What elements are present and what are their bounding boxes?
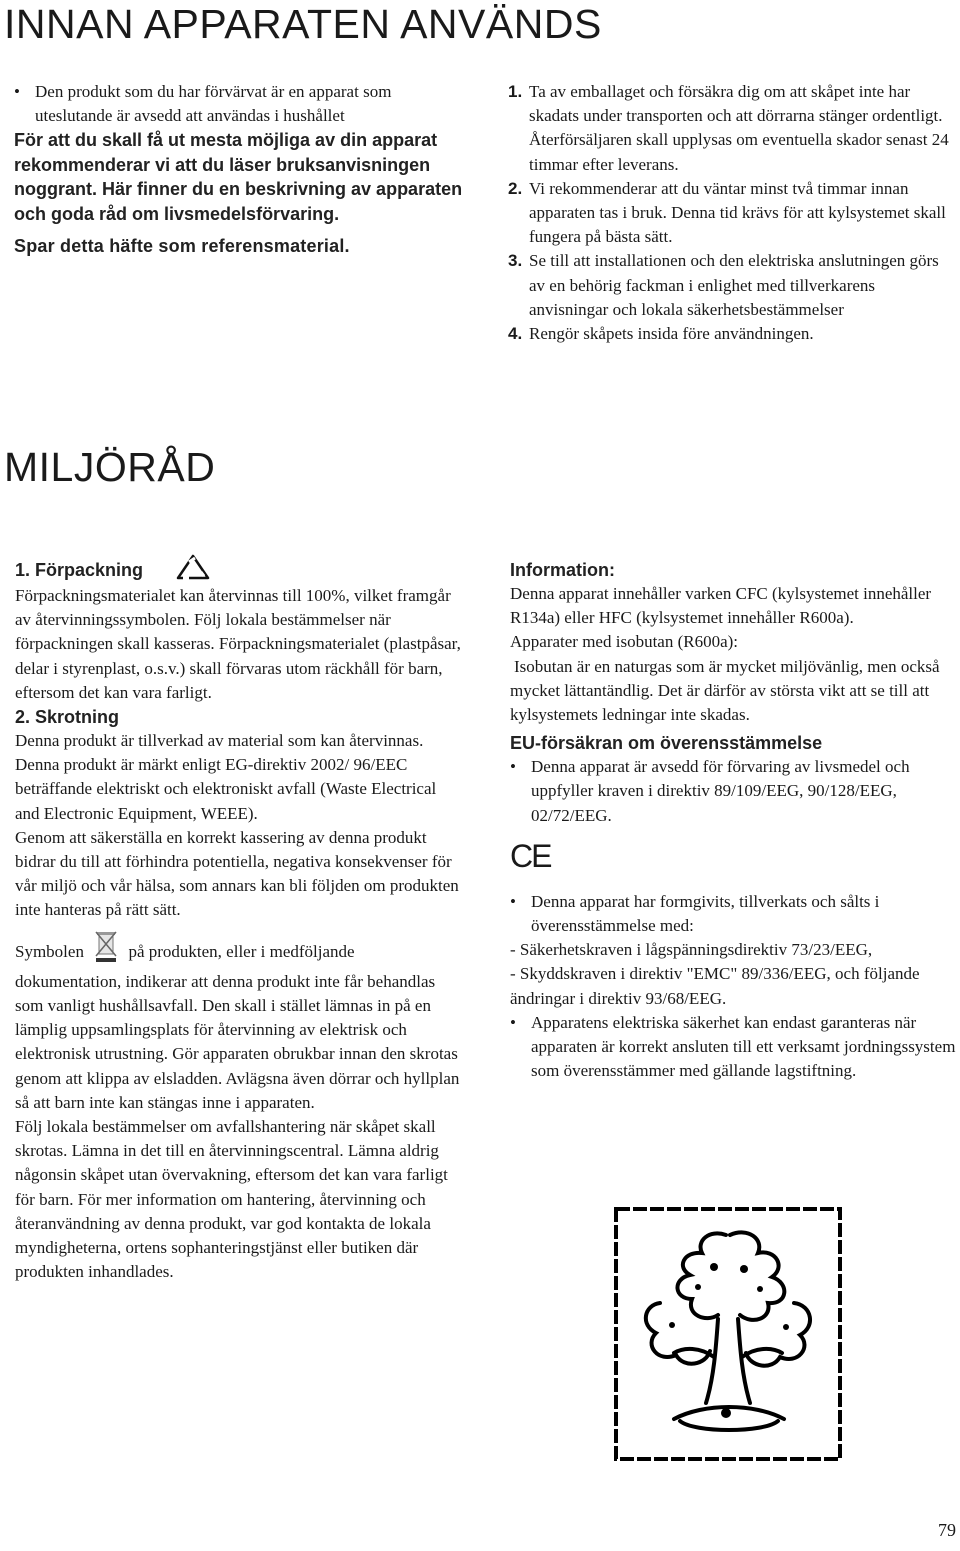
scrapping-p4-pre: Symbolen: [15, 941, 84, 961]
steps-list: [508, 80, 956, 346]
recycling-triangle-icon: [175, 554, 211, 587]
step-item: [508, 80, 956, 177]
eu-bullet-2: [510, 890, 956, 938]
step-number: 1.: [508, 82, 523, 101]
tree-illustration-icon: [614, 1207, 842, 1461]
step-text: Ta av emballaget och försäkra dig om att skåpet inte har skadats under transporten och att dörrarna stänger ordentligt. Återförsäljaren skall upplysas om eventuella skador senast 24 timmar efter leverans.: [529, 82, 949, 174]
intro-section: [14, 80, 464, 259]
scrapping-p4: [15, 929, 465, 1115]
weee-bin-icon: [94, 929, 118, 970]
packaging-text: Förpackningsmaterialet kan återvinnas till 100%, vilket framgår av återvinningssymbolen. Följ lokala bestämmelser när förpackningen skall kasseras. Förpackningsmaterialet (plastpåsar, delar i styrenplast, o.s.v.) skall förvaras utom räckhåll för barn, eftersom det kan vara farligt.: [15, 586, 461, 702]
page-title: INNAN APPARATEN ANVÄNDS: [4, 1, 602, 47]
intro-bullet: [14, 80, 464, 128]
packaging-heading: 1. Förpackning: [15, 560, 144, 580]
eu-bullet-1: [510, 755, 956, 828]
scrapping-p2: Denna produkt är märkt enligt EG-direktiv 2002/ 96/EEC beträffande elektriskt och elektroniskt avfall (Waste Electrical and Electronic Equipment, WEEE).: [15, 755, 437, 823]
page-number: 79: [938, 1520, 956, 1540]
step-item: [508, 177, 956, 250]
environment-right-column: [510, 558, 956, 1083]
bullet-dot: •: [510, 891, 516, 911]
tree-illustration: [614, 1207, 842, 1461]
information-heading: Information:: [510, 560, 615, 580]
step-text: Vi rekommenderar att du väntar minst två timmar innan apparaten tas i bruk. Denna tid krävs för att kylsystemet skall fungera på bästa sätt.: [529, 178, 946, 247]
packaging-heading-row: [15, 558, 465, 584]
step-text: Rengör skåpets insida före användningen.: [529, 324, 814, 344]
section-title: MILJÖRÅD: [4, 444, 216, 490]
step-item: [508, 249, 956, 322]
intro-bullet-text: Den produkt som du har förvärvat är en apparat som uteslutande är avsedd att användas i hushållet: [35, 82, 392, 126]
eu-heading: EU-försäkran om överensstämmelse: [510, 733, 823, 754]
eu-dash-2: - Skyddskraven i direktiv "EMC" 89/336/EEG, och följande ändringar i direktiv 93/68/EEG.: [510, 964, 920, 1008]
intro-save-note: Spar detta häfte som referensmaterial.: [14, 236, 350, 257]
information-p2: Apparater med isobutan (R600a):: [510, 632, 739, 652]
step-text: Se till att installationen och den elektriska anslutningen görs av en behörig fackman i enlighet med tillverkarens anvisningar och lokala säkerhetsbestämmelser: [529, 251, 939, 319]
step-number: 3.: [508, 251, 523, 271]
scrapping-p4-post: på produkten, eller i medföljande dokumentation, indikerar att denna produkt inte får behandlas som vanligt hushållsavfall. Den skall i stället lämnas in på en lämplig uppsamlingsplats för återvinning av elektrisk och elektronisk utrustning. Gör apparaten obrukbar innan den skrotas genom att klippa av elsladden. Avlägsna även dörrar och hyllplan så att barn inte kan stängas inne i apparaten.: [15, 941, 460, 1112]
step-number: 2.: [508, 178, 523, 198]
eu-dash-1: - Säkerhetskraven i lågspänningsdirektiv 73/23/EEG,: [510, 940, 873, 960]
eu-bullet-2-text: Denna apparat har formgivits, tillverkats och sålts i överensstämmelse med:: [531, 891, 880, 936]
bullet-dot: •: [14, 82, 20, 101]
intro-bold-text: För att du skall få ut mesta möjliga av din apparat rekommenderar vi att du läser bruksanvisningen noggrant. Här finner du en beskrivning av apparaten och goda råd om livsmedelsförvaring.: [14, 130, 463, 224]
bullet-dot: •: [510, 1012, 516, 1032]
eu-bullet-3-text: Apparatens elektriska säkerhet kan endast garanteras när apparaten är korrekt ansluten till ett verksamt jordningssystem som överensstämmer med gällande lagstiftning.: [531, 1012, 956, 1081]
eu-bullet-3: [510, 1011, 956, 1084]
scrapping-p3: Genom att säkerställa en korrekt kassering av denna produkt bidrar du till att förhindra potentiella, negativa konsekvenser för vår miljö och vår hälsa, som annars kan bli följden om produkten inte hanteras på rätt sätt.: [15, 827, 459, 920]
scrapping-p1: Denna produkt är tillverkad av material som kan återvinnas.: [15, 731, 424, 751]
scrapping-heading: 2. Skrotning: [15, 707, 120, 728]
information-p1: Denna apparat innehåller varken CFC (kylsystemet innehåller R134a) eller HFC (kylsystemet innehåller R600a).: [510, 584, 932, 628]
information-p3: Isobutan är en naturgas som är mycket miljövänlig, men också mycket lättantändlig. Det är därför av största vikt att se till att kylsystemets ledningar inte skadas.: [510, 656, 940, 725]
environment-left-column: [15, 558, 465, 1284]
step-item: [508, 322, 956, 346]
bullet-dot: •: [510, 757, 516, 777]
ce-mark-row: [510, 828, 956, 890]
eu-bullet-1-text: Denna apparat är avsedd för förvaring av livsmedel och uppfyller kraven i direktiv 89/109/EEG, 90/128/EEG, 02/72/EEG.: [531, 757, 910, 825]
step-number: 4.: [508, 324, 523, 344]
scrapping-p5: Följ lokala bestämmelser om avfallshantering när skåpet skall skrotas. Lämna in det till en återvinningscentral. Lämna aldrig någonsin skåpet utan övervakning, eftersom det kan vara farligt för barn. För mer information om hantering, återvinning och återanvändning av denna produkt, var god kontakta de lokala myndigheterna, ortens sophanteringstjänst eller butiken där produkten inhandlades.: [15, 1117, 448, 1282]
ce-mark-icon: CE: [510, 837, 551, 874]
